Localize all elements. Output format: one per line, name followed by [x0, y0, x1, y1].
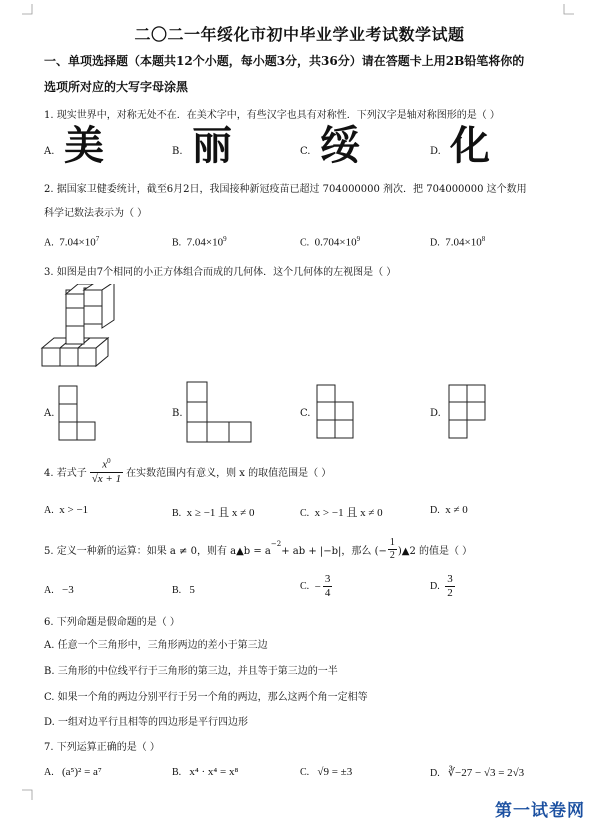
q5-option-a: A. −3 — [44, 584, 74, 596]
q4-option-b: B. x ≥ −1 且 x ≠ 0 — [172, 507, 255, 519]
q1-option-b-label: B. — [172, 146, 183, 157]
q3-cube-solid-figure — [40, 284, 130, 378]
q7-option-d: D. ∛−27 − √3 = 2√3 — [430, 767, 525, 779]
section-heading-line1: 一、单项选择题（本题共12个小题，每小题3分，共36分）请在答题卡上用2B铅笔将你的 — [44, 54, 525, 68]
q4-option-d: D. x ≠ 0 — [430, 504, 468, 516]
q2-option-c: C. $0.704\times 10^9$ — [300, 235, 361, 249]
q2-option-b: B. $7.04\times 10^9$ — [172, 235, 227, 249]
question-1-stem: 1. 现实世界中，对称无处不在．在美术字中，有些汉字也具有对称性．下列汉字是轴对称图形的是（ ） — [44, 110, 500, 121]
question-4-stem: 4. 若式子 $\frac{x^0}{√x + 1}$ 在实数范围内有意义，则 x 的取值范围是（ ） — [44, 457, 332, 485]
q1-option-c-char: 绥 — [320, 123, 360, 169]
q1-option-a-label: A. — [44, 146, 55, 157]
q1-option-a-char: 美 — [64, 123, 104, 169]
site-watermark: 第一试卷网 — [495, 801, 585, 821]
q1-option-d-char: 化 — [450, 123, 490, 169]
q7-option-b: B. x⁴ · x⁴ = x⁸ — [172, 766, 239, 778]
q5-option-c: C. − $\frac{3}{4}$ — [300, 573, 331, 599]
q1-option-c-label: C. — [300, 146, 311, 157]
q7-option-a: A. (a⁵)² = a⁷ — [44, 766, 102, 778]
q2-option-d: D. $7.04\times 10^8$ — [430, 235, 486, 249]
crop-mark-bottom-left — [22, 786, 36, 800]
question-3-stem: 3. 如图是由7个相同的小正方体组合而成的几何体．这个几何体的左视图是（ ） — [44, 267, 397, 278]
q4-option-c: C. x > −1 且 x ≠ 0 — [300, 507, 383, 519]
q1-option-b-char: 丽 — [192, 123, 232, 169]
question-5-stem: 5. 定义一种新的运算：如果 a ≠ 0，则有 a▲b = a $^{-2}$ + ab + |−b|，那么 (− $\frac{1}{2}$ )▲2 的值是（ ） — [44, 537, 473, 561]
question-2-stem-line1: 2. 据国家卫健委统计，截至6月2日，我国接种新冠疫苗已超过 704000000 剂次．把 704000000 这个数用 — [44, 184, 527, 195]
q3-option-c-label: C. — [300, 408, 311, 419]
q5-option-d: D. $\frac{3}{2}$ — [430, 573, 453, 599]
q6-option-d: D. 一组对边平行且相等的四边形是平行四边形 — [44, 717, 249, 728]
q2-option-a: A. $7.04\times 10^7$ — [44, 235, 100, 249]
q3-option-c-view — [316, 384, 356, 440]
q3-option-a-view — [58, 385, 98, 443]
q5-option-b: B. 5 — [172, 584, 195, 596]
q6-option-c: C. 如果一个角的两边分别平行于另一个角的两边，那么这两个角一定相等 — [44, 692, 368, 703]
exam-title: 二〇二一年绥化市初中毕业学业考试数学试题 — [134, 25, 465, 44]
crop-mark-top-left — [22, 4, 36, 18]
question-2-stem-line2: 科学记数法表示为（ ） — [44, 208, 148, 219]
crop-mark-top-right — [560, 4, 574, 18]
section-heading-line2: 选项所对应的大写字母涂黑 — [44, 80, 189, 94]
question-6-stem: 6. 下列命题是假命题的是（ ） — [44, 617, 180, 628]
q6-option-a: A. 任意一个三角形中，三角形两边的差小于第三边 — [44, 640, 268, 651]
q7-option-c: C. √9 = ±3 — [300, 766, 353, 778]
q3-option-a-label: A. — [44, 408, 55, 419]
q3-option-b-label: B. — [172, 408, 183, 419]
q1-option-d-label: D. — [430, 146, 441, 157]
q6-option-b: B. 三角形的中位线平行于三角形的第三边，并且等于第三边的一半 — [44, 666, 338, 677]
q3-option-d-label: D. — [430, 408, 441, 419]
q3-option-b-view — [186, 381, 254, 443]
q3-option-d-view — [448, 384, 488, 440]
question-7-stem: 7. 下列运算正确的是（ ） — [44, 742, 160, 753]
q4-option-a: A. x > −1 — [44, 504, 89, 516]
